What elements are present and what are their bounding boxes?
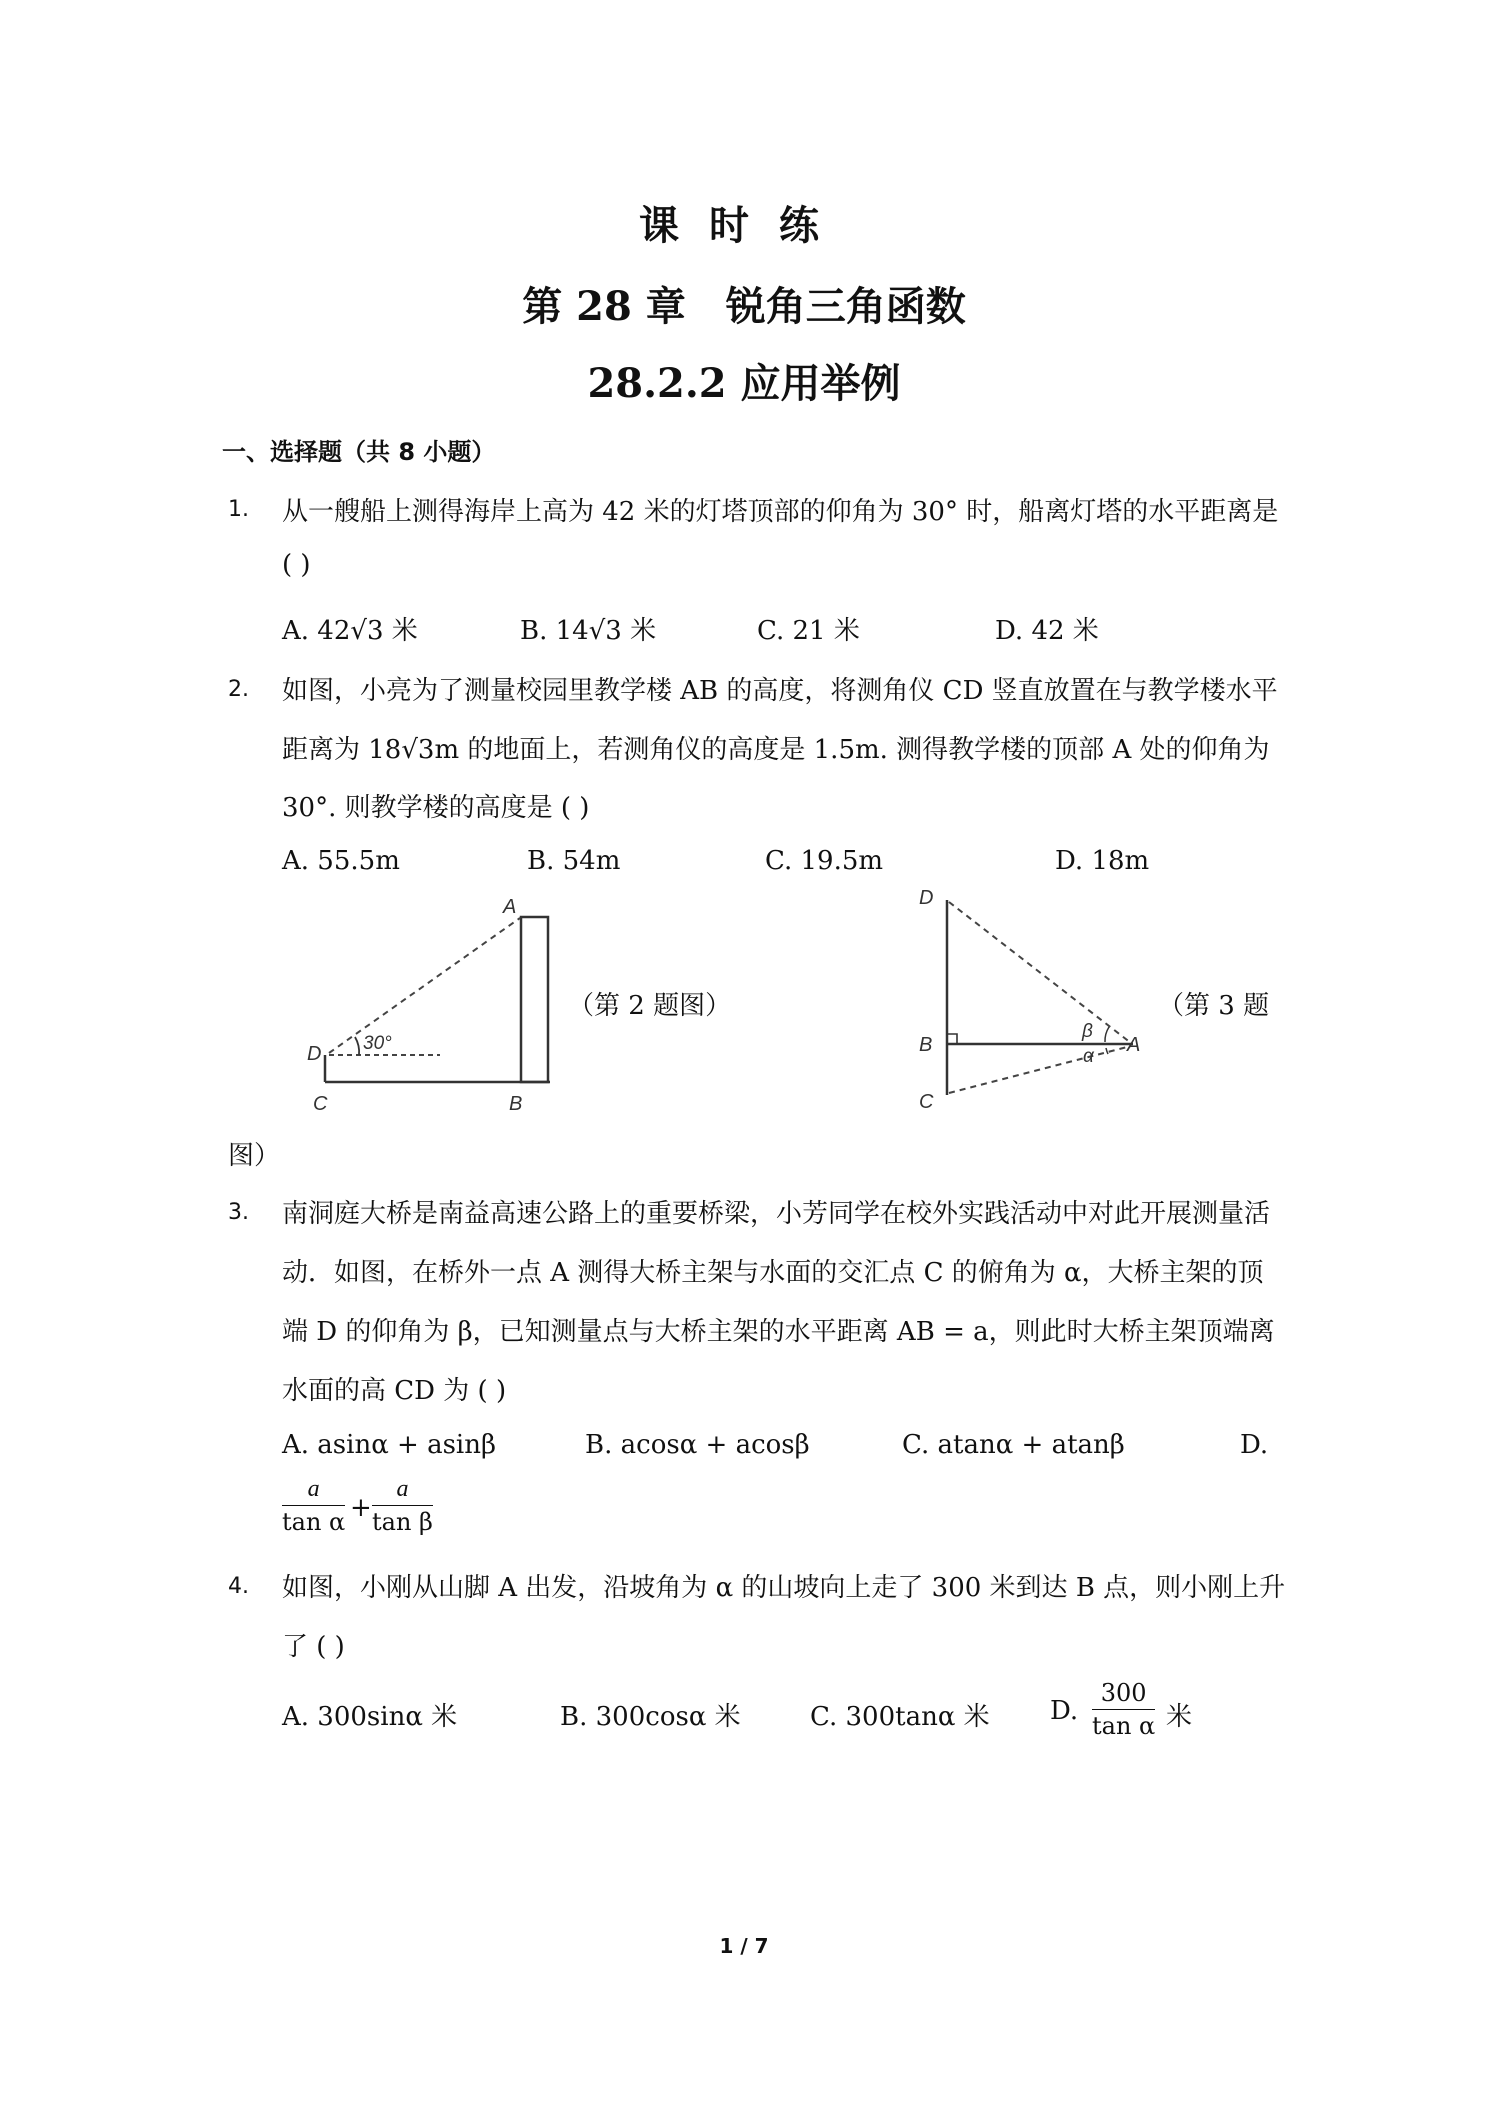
plus-sign: +: [350, 1493, 372, 1523]
label-beta: β: [1082, 1021, 1093, 1042]
part-heading: 一、选择题（共 8 小题）: [222, 438, 496, 466]
right-angle-mark: [947, 1034, 957, 1044]
denominator: tan α: [282, 1508, 346, 1536]
option-b: B. 14√3 米: [520, 616, 657, 646]
beta-arc: [1105, 1027, 1109, 1042]
fraction-300-over-tan-alpha: [1092, 1679, 1155, 1740]
label-a: A: [1127, 1034, 1141, 1056]
question-text: 距离为 18√3m 的地面上，若测角仪的高度是 1.5m. 测得教学楼的顶部 A 处的仰角为: [282, 735, 1270, 765]
numerator: a: [282, 1476, 345, 1506]
question-text: 端 D 的仰角为 β，已知测量点与大桥主架的水平距离 AB = a，则此时大桥主架顶端离: [282, 1317, 1275, 1347]
sight-line-ad: [949, 902, 1131, 1043]
label-b: B: [919, 1034, 933, 1056]
label-a: A: [503, 896, 517, 918]
option-c: C. 300tanα 米: [810, 1702, 990, 1732]
option-c: C. atanα + atanβ: [902, 1430, 1125, 1460]
question-number: 1.: [228, 497, 249, 522]
label-d: D: [919, 887, 934, 909]
option-c: C. 19.5m: [765, 846, 884, 876]
option-d: D.: [1050, 1696, 1079, 1726]
question-text: 如图，小刚从山脚 A 出发，沿坡角为 α 的山坡向上走了 300 米到达 B 点，则小刚上升: [282, 1573, 1286, 1603]
option-d: D.: [1240, 1430, 1269, 1460]
question-text: ( ): [282, 550, 311, 580]
sight-line: [329, 918, 520, 1053]
numerator: 300: [1092, 1679, 1155, 1710]
option-d: D. 18m: [1055, 846, 1150, 876]
chapter-title: 第 28 章 锐角三角函数: [522, 283, 966, 330]
option-c: C. 21 米: [757, 616, 860, 646]
label-b: B: [509, 1093, 523, 1115]
question-number: 3.: [228, 1200, 249, 1225]
figure-caption: （第 2 题图）: [568, 991, 732, 1021]
angle-arc: [355, 1037, 359, 1055]
question-3-figure: [905, 880, 1165, 1125]
question-text: 水面的高 CD 为 ( ): [282, 1376, 507, 1406]
question-text: 从一艘船上测得海岸上高为 42 米的灯塔顶部的仰角为 30° 时，船离灯塔的水平距离是: [282, 497, 1279, 527]
option-d: D. 42 米: [995, 616, 1099, 646]
fraction-a-over-tan-alpha: [282, 1476, 345, 1536]
question-number: 2.: [228, 677, 249, 702]
figure-caption-continued: 图）: [228, 1141, 281, 1171]
numerator: a: [372, 1476, 433, 1506]
denominator: tan β: [372, 1508, 433, 1536]
question-number: 4.: [228, 1574, 249, 1599]
option-a: A. 55.5m: [282, 846, 400, 876]
denominator: tan α: [1092, 1712, 1156, 1740]
page-number: 1 / 7: [719, 1934, 769, 1958]
question-2-figure: [295, 885, 575, 1125]
figure-caption: （第 3 题: [1158, 991, 1270, 1021]
page-title: 课时练: [639, 202, 849, 249]
label-c: C: [313, 1093, 328, 1115]
unit-label: 米: [1166, 1702, 1193, 1732]
question-text: 南洞庭大桥是南益高速公路上的重要桥梁，小芳同学在校外实践活动中对此开展测量活: [282, 1199, 1271, 1229]
option-a: A. 300sinα 米: [282, 1702, 458, 1732]
section-title: 28.2.2 应用举例: [587, 360, 901, 407]
label-d: D: [307, 1043, 322, 1065]
building-ab: [521, 917, 548, 1082]
option-b: B. 300cosα 米: [560, 1702, 741, 1732]
option-a: A. asinα + asinβ: [282, 1430, 497, 1460]
alpha-arc: [1106, 1048, 1108, 1054]
question-text: 如图，小亮为了测量校园里教学楼 AB 的高度，将测角仪 CD 竖直放置在与教学楼水平: [282, 676, 1278, 706]
angle-label: 30°: [363, 1033, 392, 1054]
label-alpha: α: [1083, 1046, 1094, 1067]
question-text: 动．如图，在桥外一点 A 测得大桥主架与水面的交汇点 C 的俯角为 α，大桥主架的顶: [282, 1258, 1264, 1288]
question-text: 30°. 则教学楼的高度是 ( ): [282, 793, 590, 823]
sight-line-ac: [949, 1046, 1131, 1093]
option-b: B. 54m: [527, 846, 621, 876]
label-c: C: [919, 1091, 934, 1113]
fraction-a-over-tan-beta: [372, 1476, 433, 1536]
option-a: A. 42√3 米: [282, 616, 418, 646]
option-b: B. acosα + acosβ: [585, 1430, 810, 1460]
question-text: 了 ( ): [282, 1632, 345, 1662]
